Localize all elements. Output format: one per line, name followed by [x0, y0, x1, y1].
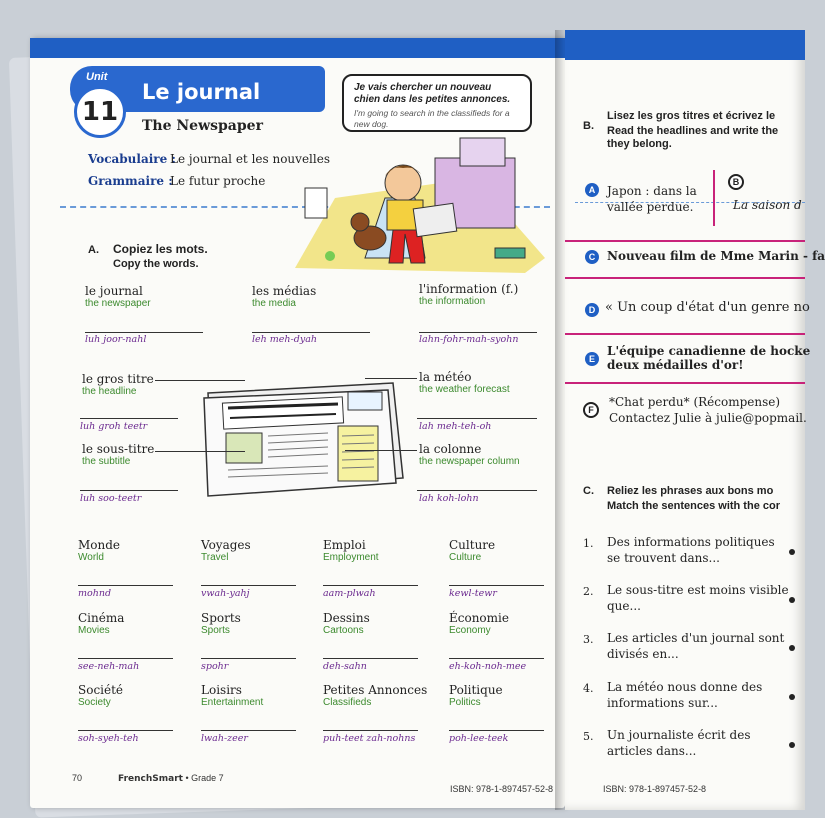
bubble-english: I'm going to search in the classifieds for a new dog.	[354, 108, 510, 129]
section-french: Culture	[449, 538, 496, 552]
word-pronunciation: lahn-fohr-mah-syohn	[419, 334, 519, 345]
section-english: Classifieds	[323, 697, 372, 708]
pron-colonne: lah koh-lohn	[419, 493, 479, 504]
copy-line[interactable]	[323, 730, 418, 731]
sentence-line-1: Le sous-titre est moins visible	[607, 583, 789, 597]
match-dot[interactable]	[789, 645, 795, 651]
section-b-letter: B.	[583, 120, 594, 132]
copy-line[interactable]	[78, 658, 173, 659]
section-english: Economy	[449, 625, 491, 636]
item-e-text-2: deux médailles d'or!	[607, 358, 744, 372]
label-sous-titre: le sous-titre	[82, 442, 155, 456]
footer-isbn: ISBN: 978-1-897457-52-8	[603, 784, 707, 794]
section-french: Sports	[201, 611, 241, 625]
sentence-number: 5.	[583, 730, 594, 743]
section-french: Société	[78, 683, 124, 697]
section-french: Petites Annonces	[323, 683, 428, 697]
section-english: Society	[78, 697, 111, 708]
section-french: Politique	[449, 683, 503, 697]
item-e-text-1: L'équipe canadienne de hocke	[607, 344, 811, 358]
header-band	[30, 38, 565, 58]
label-gros-titre-en: the headline	[82, 386, 137, 397]
pron-sous-titre: luh soo-teetr	[80, 493, 142, 504]
label-sous-titre-en: the subtitle	[82, 456, 131, 467]
sentence-line-1: Des informations politiques	[607, 535, 775, 549]
word-pronunciation: leh meh-dyah	[252, 334, 317, 345]
section-a-subtitle: Copy the words.	[113, 258, 199, 270]
section-french: Cinéma	[78, 611, 125, 625]
section-english: World	[78, 552, 104, 563]
match-dot[interactable]	[789, 549, 795, 555]
sentence-line-2: informations sur...	[607, 696, 718, 710]
item-c-badge: C	[585, 250, 599, 264]
section-english: Sports	[201, 625, 230, 636]
copy-line[interactable]	[323, 585, 418, 586]
boy-reading-illustration	[275, 138, 550, 273]
section-pronunciation: aam-plwah	[323, 588, 376, 599]
section-french: Économie	[449, 611, 509, 625]
sentence-number: 1.	[583, 537, 594, 550]
sentence-line-2: se trouvent dans...	[607, 551, 720, 565]
item-d-text-1: « Un coup d'état d'un genre no	[605, 300, 810, 315]
section-pronunciation: poh-lee-teek	[449, 733, 509, 744]
item-f-text-1: *Chat perdu* (Récompense)	[609, 395, 781, 409]
item-a-badge: A	[585, 183, 599, 197]
section-b-title: Lisez les gros titres et écrivez le	[607, 110, 776, 122]
item-a-text-2: vallée perdue.	[607, 200, 694, 214]
copy-line[interactable]	[323, 658, 418, 659]
item-f-text-2: Contactez Julie à julie@popmail.	[609, 411, 807, 425]
section-pronunciation: mohnd	[78, 588, 112, 599]
connector-line	[345, 450, 417, 451]
section-french: Dessins	[323, 611, 370, 625]
section-english: Employment	[323, 552, 379, 563]
item-c-text-1: Nouveau film de Mme Marin - fa	[607, 249, 825, 263]
word-english: the newspaper	[85, 298, 151, 309]
section-pronunciation: kewl-tewr	[449, 588, 497, 599]
section-pronunciation: puh-teet zah-nohns	[323, 733, 416, 744]
pink-divider	[565, 277, 805, 279]
sentence-line-1: La météo nous donne des	[607, 680, 763, 694]
section-c-letter: C.	[583, 485, 594, 497]
section-french: Emploi	[323, 538, 366, 552]
label-colonne: la colonne	[419, 442, 482, 456]
section-a-title: Copiez les mots.	[113, 242, 208, 256]
item-b-text-1: La saison d	[733, 198, 802, 212]
section-french: Monde	[78, 538, 121, 552]
item-b-badge: B	[728, 174, 744, 190]
copy-line[interactable]	[417, 490, 537, 491]
section-b-subtitle-2: they belong.	[607, 138, 672, 150]
section-c-title: Reliez les phrases aux bons mo	[607, 485, 774, 497]
footer-brand	[118, 773, 224, 784]
unit-number: 11	[74, 86, 126, 138]
connector-line	[155, 451, 245, 452]
sentence-number: 4.	[583, 682, 594, 695]
copy-line[interactable]	[78, 585, 173, 586]
right-page	[565, 30, 825, 810]
copy-line[interactable]	[201, 730, 296, 731]
grammar-value: Le futur proche	[170, 174, 266, 188]
sentence-line-1: Les articles d'un journal sont	[607, 631, 785, 645]
speech-bubble	[342, 74, 532, 132]
section-pronunciation: spohr	[201, 661, 229, 672]
newspaper-illustration	[198, 378, 408, 503]
section-pronunciation: deh-sahn	[323, 661, 367, 672]
word-english: the information	[419, 296, 486, 307]
word-french: le journal	[85, 284, 143, 298]
connector-line	[365, 378, 417, 379]
item-d-badge: D	[585, 303, 599, 317]
sentence-number: 3.	[583, 633, 594, 646]
bubble-french: Je vais chercher un nouveau chien dans les petites annonces.	[354, 82, 511, 105]
section-english: Cartoons	[323, 625, 364, 636]
pink-divider	[565, 240, 805, 242]
footer-isbn: ISBN: 978-1-897457-52-8	[450, 784, 554, 794]
connector-line	[155, 380, 245, 381]
section-pronunciation: vwah-yahj	[201, 588, 250, 599]
section-b-subtitle-1: Read the headlines and write the	[607, 125, 779, 137]
page-title: Le journal	[142, 80, 261, 104]
sentence-line-2: articles dans...	[607, 744, 697, 758]
label-colonne-en: the newspaper column	[419, 456, 520, 467]
copy-line[interactable]	[201, 658, 296, 659]
copy-line[interactable]	[201, 585, 296, 586]
copy-line[interactable]	[449, 658, 544, 659]
section-english: Travel	[201, 552, 229, 563]
section-pronunciation: lwah-zeer	[201, 733, 248, 744]
section-a-letter: A.	[88, 244, 99, 256]
grammar-label: Grammaire :	[88, 174, 173, 188]
page-number: 70	[72, 773, 83, 783]
pron-meteo: lah meh-teh-oh	[419, 421, 492, 432]
item-e-badge: E	[585, 352, 599, 366]
copy-line[interactable]	[449, 730, 544, 731]
copy-line[interactable]	[449, 585, 544, 586]
unit-label: Unit	[86, 71, 108, 83]
copy-line[interactable]	[78, 730, 173, 731]
pron-gros-titre: luh groh teetr	[80, 421, 148, 432]
header-band	[565, 30, 805, 60]
copy-line[interactable]	[252, 332, 370, 333]
pink-divider	[565, 333, 805, 335]
match-dot[interactable]	[789, 742, 795, 748]
section-french: Loisirs	[201, 683, 242, 697]
word-english: the media	[252, 298, 296, 309]
copy-line[interactable]	[80, 490, 178, 491]
sentence-line-2: divisés en...	[607, 647, 679, 661]
word-french: l'information (f.)	[419, 282, 519, 296]
word-pronunciation: luh joor-nahl	[85, 334, 147, 345]
section-english: Politics	[449, 697, 481, 708]
sentence-line-2: que...	[607, 599, 641, 613]
copy-line[interactable]	[417, 418, 537, 419]
section-pronunciation: eh-koh-noh-mee	[449, 661, 527, 672]
brand-name: FrenchSmart	[118, 774, 183, 784]
vocab-label: Vocabulaire :	[88, 152, 176, 166]
section-pronunciation: soh-syeh-teh	[78, 733, 139, 744]
match-dot[interactable]	[789, 694, 795, 700]
vocab-value: Le journal et les nouvelles	[170, 152, 330, 166]
grade-label: • Grade 7	[182, 773, 224, 783]
section-english: Movies	[78, 625, 110, 636]
section-pronunciation: see-neh-mah	[78, 661, 140, 672]
section-c-subtitle: Match the sentences with the cor	[607, 500, 780, 512]
sentence-number: 2.	[583, 585, 594, 598]
section-english: Culture	[449, 552, 482, 563]
label-gros-titre: le gros titre	[82, 372, 154, 386]
sentence-line-1: Un journaliste écrit des	[607, 728, 751, 742]
copy-line[interactable]	[419, 332, 537, 333]
section-french: Voyages	[201, 538, 251, 552]
item-f-badge: F	[583, 402, 599, 418]
page-subtitle: The Newspaper	[142, 118, 263, 134]
word-french: les médias	[252, 284, 317, 298]
item-a-text-1: Japon : dans la	[607, 184, 697, 198]
pink-divider	[565, 382, 805, 384]
copy-line[interactable]	[80, 418, 178, 419]
left-page	[30, 38, 565, 808]
pink-divider	[713, 170, 715, 226]
match-dot[interactable]	[789, 597, 795, 603]
label-meteo: la météo	[419, 370, 472, 384]
label-meteo-en: the weather forecast	[419, 384, 510, 395]
section-english: Entertainment	[201, 697, 264, 708]
copy-line[interactable]	[85, 332, 203, 333]
